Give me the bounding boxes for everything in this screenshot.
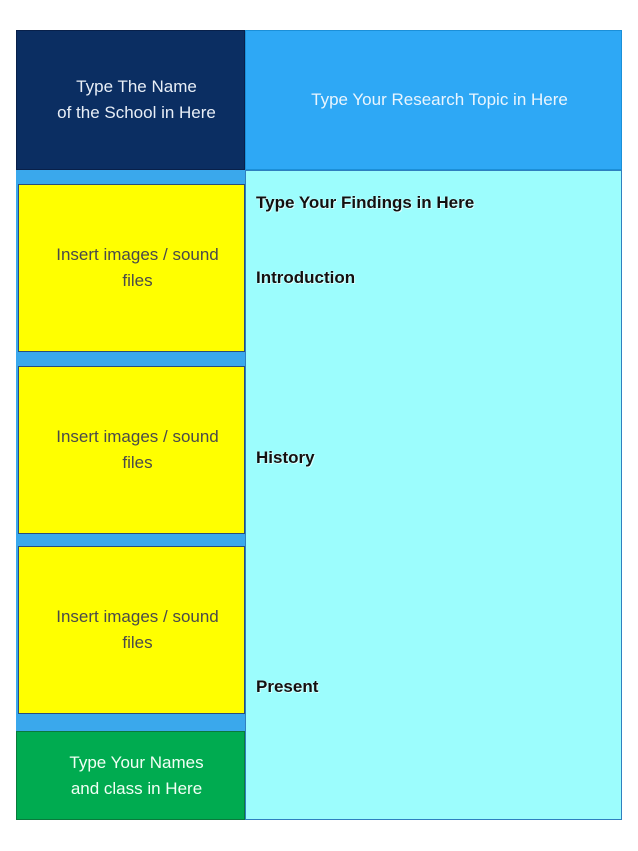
findings-title: Type Your Findings in Here bbox=[256, 193, 475, 212]
media-slot-3-line1: Insert images / sound bbox=[56, 607, 219, 626]
media-slot-1-line1: Insert images / sound bbox=[56, 245, 219, 264]
section-introduction: Introduction bbox=[256, 268, 356, 287]
school-name-line1: Type The Name bbox=[76, 77, 197, 96]
media-slot-3[interactable] bbox=[18, 546, 245, 714]
media-slot-3-line2: files bbox=[122, 633, 153, 652]
section-history: History bbox=[256, 448, 315, 467]
school-name-line2: of the School in Here bbox=[57, 103, 216, 122]
media-slot-2[interactable] bbox=[18, 366, 245, 534]
media-slot-1[interactable] bbox=[18, 184, 245, 352]
student-names-box[interactable] bbox=[16, 731, 245, 820]
findings-panel[interactable] bbox=[245, 170, 622, 820]
media-slot-2-line2: files bbox=[122, 453, 153, 472]
research-topic-box[interactable] bbox=[245, 30, 622, 170]
school-name-box[interactable] bbox=[16, 30, 245, 170]
media-slot-2-line1: Insert images / sound bbox=[56, 427, 219, 446]
research-topic-text: Type Your Research Topic in Here bbox=[311, 90, 568, 109]
media-slot-1-line2: files bbox=[122, 271, 153, 290]
section-present: Present bbox=[256, 677, 319, 696]
names-line2: and class in Here bbox=[70, 778, 203, 798]
names-line1: Type Your Names bbox=[69, 752, 204, 772]
